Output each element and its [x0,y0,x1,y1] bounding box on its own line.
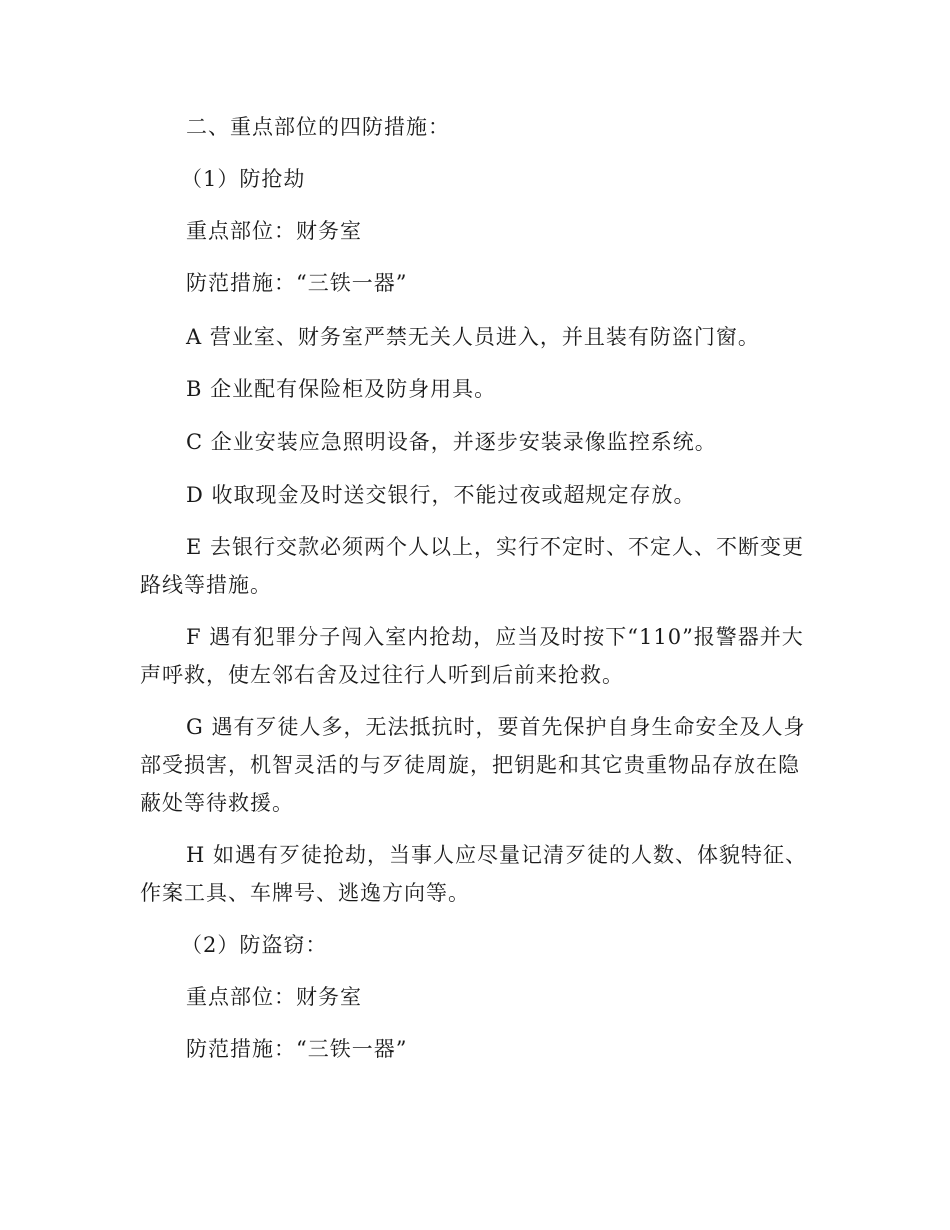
item-d: D 收取现金及时送交银行，不能过夜或超规定存放。 [186,483,696,507]
item-h-line1: H 如遇有歹徒抢劫，当事人应尽量记清歹徒的人数、体貌特征、 [186,843,807,867]
section-heading: 二、重点部位的四防措施： [186,115,450,139]
item-f-line2: 声呼救，使左邻右舍及过往行人听到后前来抢救。 [140,663,624,687]
item-b: B 企业配有保险柜及防身用具。 [186,377,497,401]
item-a: A 营业室、财务室严禁无关人员进入，并且装有防盗门窗。 [186,325,760,349]
item-f-line1: F 遇有犯罪分子闯入室内抢劫，应当及时按下“110”报警器并大 [186,625,804,649]
section2-title: （2）防盗窃： [181,933,328,957]
section2-location: 重点部位：财务室 [186,985,362,1009]
item-e-line1: E 去银行交款必须两个人以上，实行不定时、不定人、不断变更 [186,535,805,559]
section1-measures: 防范措施：“三铁一器” [186,271,408,295]
item-h-line2: 作案工具、车牌号、逃逸方向等。 [140,881,470,905]
section2-measures: 防范措施：“三铁一器” [186,1037,408,1061]
section1-location: 重点部位：财务室 [186,219,362,243]
section1-title: （1）防抢劫 [181,167,306,191]
item-g-line2: 部受损害，机智灵活的与歹徒周旋，把钥匙和其它贵重物品存放在隐 [140,753,800,777]
item-c: C 企业安装应急照明设备，并逐步安装录像监控系统。 [186,430,717,454]
item-g-line1: G 遇有歹徒人多，无法抵抗时，要首先保护自身生命安全及人身 [186,715,806,739]
item-e-line2: 路线等措施。 [140,573,272,597]
item-g-line3: 蔽处等待救援。 [140,791,294,815]
